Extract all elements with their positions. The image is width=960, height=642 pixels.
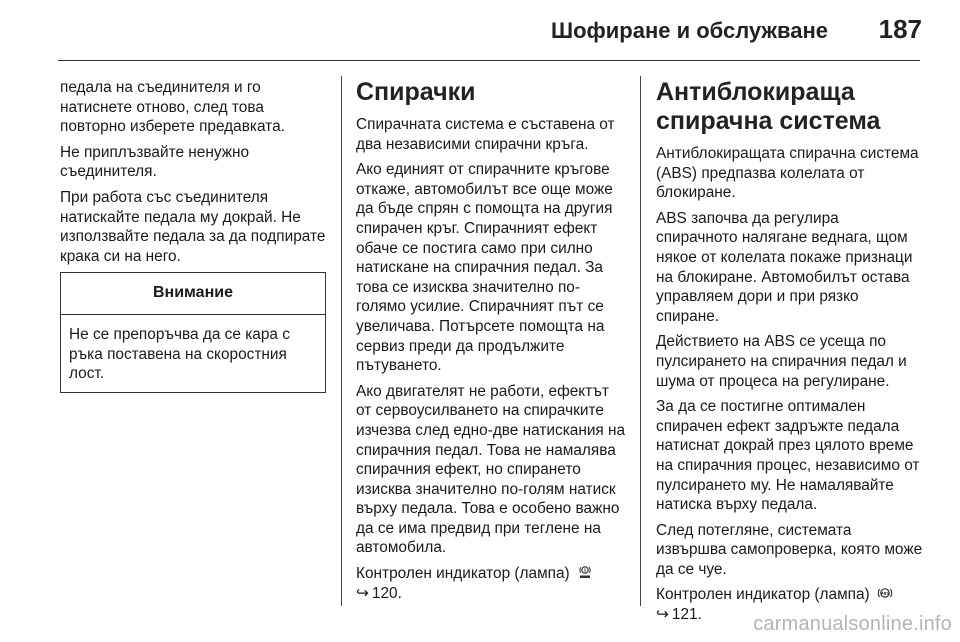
header-divider <box>58 60 920 61</box>
column-middle <box>356 78 628 609</box>
column-divider <box>640 76 641 606</box>
column-right <box>656 78 924 631</box>
caution-text: Не се препоръчва да се кара с ръка поставена на скоростния лост. <box>69 325 290 383</box>
paragraph: Антиблокиращата спирачна система (ABS) предпазва колелата от блокиране. <box>656 145 919 202</box>
paragraph: ABS започва да регулира спирачното налягане веднага, щом някое от колелата покаже признаци на блокиране. Автомобилът остава управляем дори и при рязко спиране. <box>656 209 913 325</box>
page-reference[interactable]: 120. <box>371 584 402 602</box>
paragraph: След потегляне, системата извършва самопроверка, която може да се чуе. <box>656 521 923 578</box>
page-reference[interactable]: 121. <box>671 606 702 624</box>
caution-title: Внимание <box>61 273 325 315</box>
column-divider <box>341 76 342 606</box>
paragraph: При работа със съединителя натискайте педала му докрай. Не използвайте педала за да подпирате крака си на него. <box>60 188 326 265</box>
paragraph: Ако единият от спирачните кръгове откаже, автомобилът все още може да бъде спрян с помощта на другия спирачен кръг. Спирачният ефект обаче се постига само при силно натискане на спирачния педал. За това се изисква значително по-голямо усилие. Спирачният път се увеличава. Потърсете помощта на сервиз преди да продължите пътуването. <box>356 161 613 375</box>
paragraph: Спирачната система е съставена от два независими спирачни кръга. <box>356 116 615 153</box>
indicator-label: Контролен индикатор (лампа) <box>656 586 870 604</box>
indicator-label: Контролен индикатор (лампа) <box>356 565 570 583</box>
svg-text:ABS: ABS <box>880 592 890 597</box>
paragraph: педала на съединителя и го натиснете отново, след това повторно изберете предавката. <box>60 79 285 136</box>
paragraph: Действието на ABS се усеща по пулсирането на спирачния педал и шума от процеса на регулиране. <box>656 333 907 390</box>
abs-warning-icon <box>877 586 893 600</box>
section-title: Шофиране и обслужване <box>550 18 828 43</box>
section-heading-abs: Антиблокираща спирачна система <box>656 78 881 135</box>
page-header <box>0 0 960 60</box>
indicator-line <box>356 564 628 603</box>
brake-warning-icon <box>577 565 593 579</box>
page-reference-arrow-icon: ↪ <box>656 606 669 624</box>
page-number: 187 <box>878 14 922 44</box>
caution-box <box>60 272 326 392</box>
column-left <box>60 78 326 393</box>
page-reference-arrow-icon: ↪ <box>356 584 369 602</box>
section-heading-brakes: Спирачки <box>356 78 476 106</box>
paragraph: Не приплъзвайте ненужно съединителя. <box>60 143 250 181</box>
paragraph: За да се постигне оптимален спирачен ефект задръжте педала натиснат докрай през цялото време на спирачния процес, независимо от пулсирането му. Не намалявайте натиска върху педала. <box>656 398 920 514</box>
site-watermark: carmanualsonline.info <box>753 613 952 635</box>
paragraph: Ако двигателят не работи, ефектът от сервоусилването на спирачките изчезва след едно-две натискания на спирачния педал. Това не намалява спирачния ефект, но спирането изисква значително по-голям натиск върху педала. Това е особено важно да се има предвид при теглене на автомобила. <box>356 382 626 557</box>
